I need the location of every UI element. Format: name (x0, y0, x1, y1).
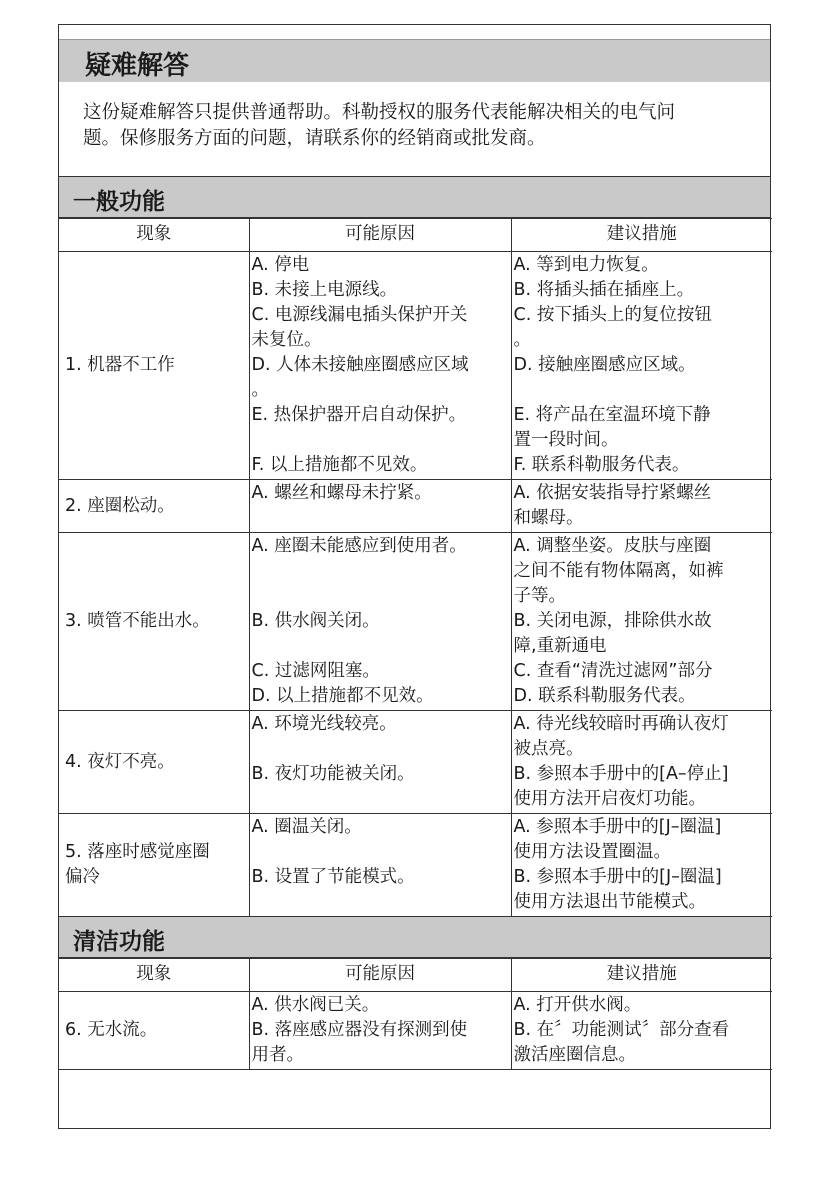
action-cell (511, 711, 772, 814)
cause-cell (249, 814, 511, 917)
troubleshooting-page (58, 24, 771, 1129)
action-line: A. 依据安装指导拧紧螺丝 (513, 483, 712, 503)
action-line: B. 在〞功能测试〞部分查看 (513, 1020, 730, 1040)
table-row (59, 711, 772, 814)
header-cause: 可能原因 (249, 959, 511, 992)
action-line: D. 联系科勒服务代表。 (513, 686, 696, 706)
symptom-text: 3. 喷管不能出水。 (65, 611, 210, 631)
troubleshooting-table (59, 958, 772, 1070)
symptom-text: 4. 夜灯不亮。 (65, 751, 175, 772)
symptom-line: 偏冷 (65, 867, 100, 887)
cause-line: A. 螺丝和螺母未拧紧。 (251, 483, 432, 503)
symptom-cell (59, 992, 249, 1070)
action-cell (511, 480, 772, 533)
table-header-row (59, 219, 772, 252)
cause-line: A. 圈温关闭。 (251, 817, 362, 837)
cause-cell (249, 252, 511, 480)
cause-line: D. 以上措施都不见效。 (251, 686, 434, 706)
action-line: 激活座圈信息。 (513, 1045, 636, 1065)
action-line: E. 将产品在室温环境下静 (513, 405, 711, 425)
symptom-cell (59, 711, 249, 814)
cause-cell (249, 992, 511, 1070)
troubleshooting-table (59, 218, 772, 917)
page-title: 疑难解答 (85, 51, 190, 81)
cause-cell (249, 711, 511, 814)
action-line: 。 (513, 330, 531, 350)
intro-line: 题。保修服务方面的问题，请联系你的经销商或批发商。 (83, 128, 546, 149)
section-title: 一般功能 (73, 189, 165, 215)
cause-line (252, 634, 509, 659)
cause-line: B. 夜灯功能被关闭。 (251, 764, 415, 784)
action-line: B. 参照本手册中的[J–圈温] (513, 867, 722, 887)
table-header-row (59, 959, 772, 992)
cause-line: 未复位。 (251, 330, 322, 350)
action-cell (511, 533, 772, 711)
section-title-bar (59, 177, 770, 218)
cause-line: A. 供水阀已关。 (251, 995, 380, 1015)
action-line: C. 查看“清洗过滤网”部分 (513, 661, 713, 681)
intro-line: 这份疑难解答只提供普通帮助。科勒授权的服务代表能解决相关的电气问 (83, 102, 676, 123)
cause-line (252, 428, 509, 453)
cause-line: B. 设置了节能模式。 (251, 867, 415, 887)
action-line: 使用方法设置圈温。 (513, 842, 671, 862)
top-margin (59, 25, 770, 40)
cause-line: B. 未接上电源线。 (251, 280, 398, 300)
action-cell (511, 814, 772, 917)
symptom-line: 5. 落座时感觉座圈 (65, 842, 210, 862)
action-line: 之间不能有物体隔离，如裤 (513, 561, 724, 581)
action-line: F. 联系科勒服务代表。 (513, 455, 690, 475)
symptom-text: 1. 机器不工作 (65, 355, 175, 375)
table-row (59, 814, 772, 917)
action-line: B. 参照本手册中的[A–停止] (513, 764, 729, 784)
cause-line (252, 559, 509, 584)
header-symptom: 现象 (59, 219, 249, 252)
action-line: 使用方法退出节能模式。 (513, 892, 706, 912)
symptom-cell (59, 533, 249, 711)
cause-line (252, 737, 509, 762)
header-cause: 可能原因 (249, 219, 511, 252)
action-line: C. 按下插头上的复位按钮 (513, 305, 712, 325)
cause-line: 用者。 (251, 1045, 304, 1065)
sections-container (59, 177, 770, 1070)
cause-line: D. 人体未接触座圈感应区域 (251, 355, 469, 375)
action-cell (511, 252, 772, 480)
section-title: 清洁功能 (73, 929, 165, 955)
action-cell (511, 992, 772, 1070)
action-line (514, 378, 771, 403)
symptom-cell (59, 814, 249, 917)
table-row (59, 480, 772, 533)
cause-line: A. 停电 (251, 255, 310, 275)
cause-cell (249, 480, 511, 533)
bottom-empty-area (59, 1070, 770, 1102)
action-line: A. 等到电力恢复。 (513, 255, 659, 275)
intro-paragraph (59, 82, 770, 177)
cause-line (252, 584, 509, 609)
cause-line: B. 供水阀关闭。 (251, 611, 380, 631)
action-line: 被点亮。 (513, 739, 584, 759)
symptom-cell (59, 480, 249, 533)
header-action: 建议措施 (511, 959, 772, 992)
cause-line: B. 落座感应器没有探测到使 (251, 1020, 468, 1040)
cause-line: 。 (251, 380, 269, 400)
action-line: 和螺母。 (513, 508, 584, 528)
action-line: 置一段时间。 (513, 430, 619, 450)
table-row (59, 992, 772, 1070)
cause-line (252, 840, 509, 865)
table-row (59, 252, 772, 480)
action-line: D. 接触座圈感应区域。 (513, 355, 696, 375)
cause-line: E. 热保护器开启自动保护。 (251, 405, 467, 425)
header-symptom: 现象 (59, 959, 249, 992)
action-line: B. 将插头插在插座上。 (513, 280, 695, 300)
symptom-text: 6. 无水流。 (65, 1020, 158, 1040)
cause-line: A. 环境光线较亮。 (251, 714, 397, 734)
table-row (59, 533, 772, 711)
action-line: 使用方法开启夜灯功能。 (513, 789, 706, 809)
cause-line: C. 电源线漏电插头保护开关 (251, 305, 468, 325)
action-line: A. 待光线较暗时再确认夜灯 (513, 714, 729, 734)
symptom-text: 2. 座圈松动。 (65, 495, 175, 516)
cause-cell (249, 533, 511, 711)
cause-line: C. 过滤网阻塞。 (251, 661, 380, 681)
section-title-bar (59, 917, 770, 958)
action-line: A. 调整坐姿。皮肤与座圈 (513, 536, 712, 556)
action-line: A. 参照本手册中的[J–圈温] (513, 817, 722, 837)
page-title-bar (59, 40, 770, 82)
header-action: 建议措施 (511, 219, 772, 252)
cause-line: F. 以上措施都不见效。 (251, 455, 428, 475)
action-line: 子等。 (513, 586, 566, 606)
cause-line: A. 座圈未能感应到使用者。 (251, 536, 467, 556)
symptom-cell (59, 252, 249, 480)
action-line: 障,重新通电 (513, 636, 607, 656)
action-line: B. 关闭电源，排除供水故 (513, 611, 712, 631)
action-line: A. 打开供水阀。 (513, 995, 642, 1015)
